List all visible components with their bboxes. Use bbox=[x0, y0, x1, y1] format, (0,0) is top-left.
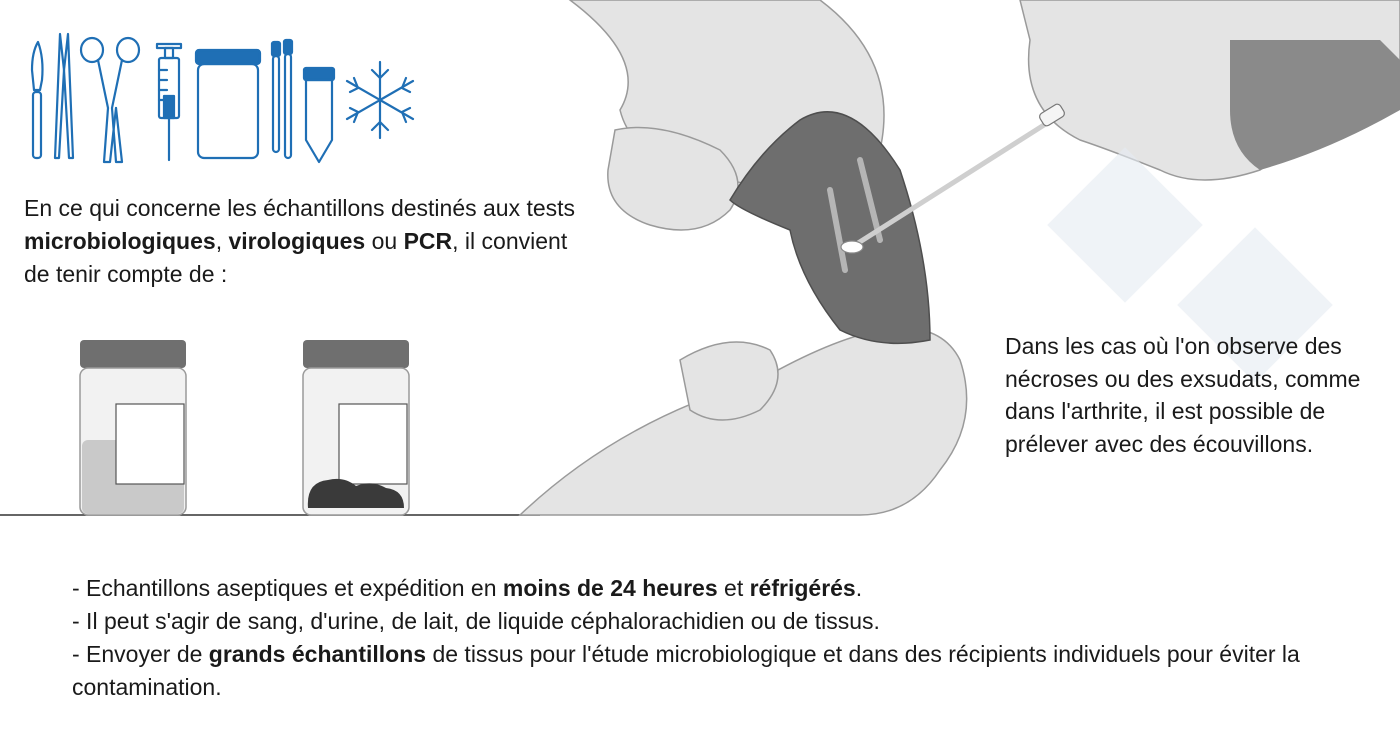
specimen-jar-icon bbox=[196, 50, 260, 158]
scissors-icon bbox=[81, 38, 139, 162]
swab-tip bbox=[841, 241, 863, 253]
sampling-tools-illustration bbox=[24, 30, 424, 170]
tissue-sample-jar bbox=[303, 340, 409, 515]
list-item: - Envoyer de grands échantillons de tissus pour l'étude microbiologique et dans des récipients individuels pour éviter la contamination. bbox=[72, 641, 1300, 700]
swab-tubes-icon bbox=[272, 40, 292, 158]
list-item: - Echantillons aseptiques et expédition en moins de 24 heures et réfrigérés. bbox=[72, 575, 863, 601]
swab-note-text: Dans les cas où l'on observe des nécroses ou des exsudats, comme dans l'arthrite, il est possible de prélever avec des écouvillons. bbox=[1005, 333, 1361, 457]
tweezers-icon bbox=[55, 34, 73, 158]
list-item: - Il peut s'agir de sang, d'urine, de lait, de liquide céphalorachidien ou de tissus. bbox=[72, 608, 880, 634]
falcon-tube-icon bbox=[304, 68, 334, 162]
snowflake-icon bbox=[347, 62, 413, 138]
syringe-icon bbox=[157, 44, 181, 160]
right-glove-shadow bbox=[1230, 40, 1400, 170]
requirements-list bbox=[72, 572, 1372, 704]
intro-text: En ce qui concerne les échantillons destinés aux tests microbiologiques, virologiques ou PCR, il convient de tenir compte de : bbox=[24, 195, 576, 287]
scalpel-icon bbox=[32, 42, 43, 158]
empty-sample-jar bbox=[80, 340, 186, 515]
sample-jars-illustration bbox=[0, 330, 540, 530]
